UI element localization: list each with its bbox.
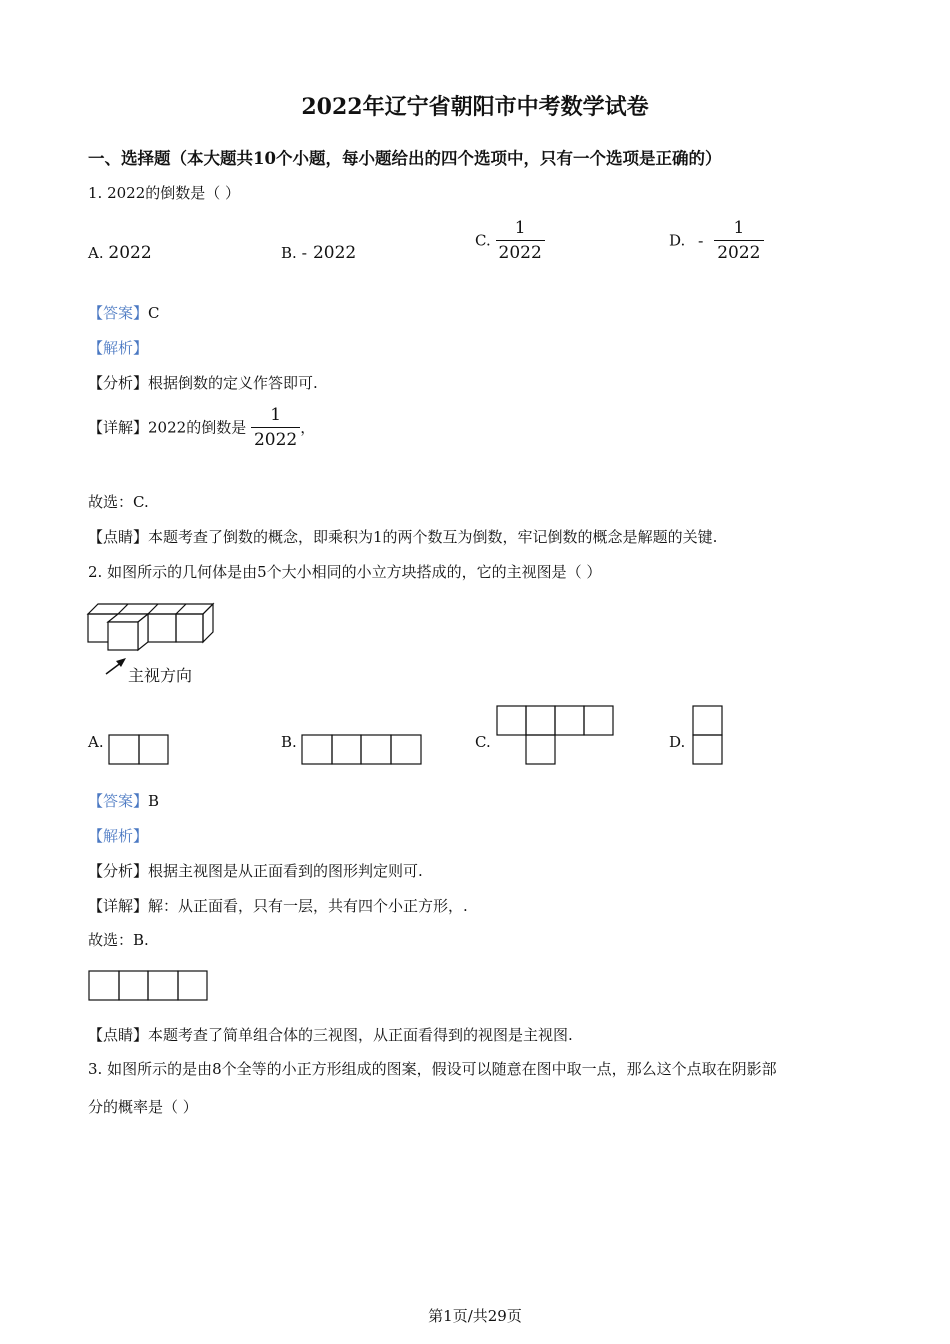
numerator: 1	[270, 405, 282, 425]
option-c-figure	[496, 705, 616, 767]
q1-analysis-tag: 【解析】	[88, 339, 149, 357]
answer-value: C	[148, 304, 160, 322]
q2-dianjing	[88, 1025, 573, 1045]
q1-stem: 1. 2022的倒数是（ ）	[88, 184, 241, 202]
q3-stem-line1: 3. 如图所示的是由8个全等的小正方形组成的图案，假设可以随意在图中取一点，那么这个点取在阴影部	[88, 1060, 777, 1078]
dianjing-tag: 【点睛】	[88, 528, 149, 546]
fraction	[496, 218, 545, 263]
option-a-figure	[108, 734, 170, 766]
option-value: 2022	[108, 243, 152, 263]
denominator: 2022	[251, 427, 300, 450]
answer-tag: 【答案】	[88, 792, 149, 810]
fenxi-text: 根据主视图是从正面看到的图形判定则可.	[148, 862, 423, 880]
xiangjie-punct: ，	[300, 418, 316, 437]
dianjing-tag: 【点睛】	[88, 1026, 149, 1044]
q2-answer	[88, 791, 159, 811]
page-footer: 第1页/共29页	[428, 1307, 522, 1325]
figure-caption: 主视方向	[128, 666, 193, 685]
section-heading: 一、选择题（本大题共10个小题，每小题给出的四个选项中，只有一个选项是正确的）	[88, 149, 722, 168]
minus-sign: -	[698, 230, 704, 250]
denominator: 2022	[714, 240, 763, 263]
q2-option-a-label: A.	[88, 733, 104, 751]
fenxi-text: 根据倒数的定义作答即可.	[148, 374, 318, 392]
minus-sign: -	[301, 243, 307, 262]
option-b-figure	[301, 734, 423, 766]
xiangjie-text: 2022的倒数是	[148, 418, 247, 437]
solution-figure	[88, 970, 210, 1002]
option-label: C.	[475, 231, 491, 250]
dianjing-text: 本题考查了倒数的概念，即乘积为1的两个数互为倒数，牢记倒数的概念是解题的关键.	[148, 528, 718, 546]
q2-choice: 故选：B.	[88, 931, 149, 949]
q2-option-c-label: C.	[475, 733, 491, 751]
q2-fenxi	[88, 861, 423, 881]
q1-choice: 故选：C.	[88, 493, 149, 511]
option-label: B.	[281, 244, 297, 262]
q1-option-b	[281, 243, 356, 263]
q1-option-c	[475, 218, 545, 263]
denominator: 2022	[496, 240, 545, 263]
xiangjie-text: 解：从正面看，只有一层，共有四个小正方形，.	[148, 897, 468, 915]
numerator: 1	[733, 218, 745, 238]
fenxi-tag: 【分析】	[88, 862, 149, 880]
q1-fenxi	[88, 373, 318, 393]
option-d-figure	[692, 705, 724, 767]
option-value: 2022	[312, 243, 357, 263]
xiangjie-tag: 【详解】	[88, 897, 149, 915]
q2-xiangjie	[88, 896, 468, 916]
q2-analysis-tag: 【解析】	[88, 827, 149, 845]
fenxi-tag: 【分析】	[88, 374, 149, 392]
option-label: A.	[88, 244, 104, 262]
q2-stem: 2. 如图所示的几何体是由5个大小相同的小立方块搭成的，它的主视图是（ ）	[88, 563, 602, 581]
fraction	[714, 218, 763, 263]
xiangjie-tag: 【详解】	[88, 418, 149, 437]
option-label: D.	[669, 231, 686, 250]
q1-dianjing	[88, 527, 717, 547]
answer-tag: 【答案】	[88, 304, 149, 322]
q1-answer	[88, 303, 160, 323]
q3-stem-line2: 分的概率是（ ）	[88, 1098, 198, 1116]
q2-option-b-label: B.	[281, 733, 297, 751]
fraction	[251, 405, 300, 450]
q2-option-d-label: D.	[669, 733, 686, 751]
q1-xiangjie	[88, 405, 315, 450]
page-title: 2022年辽宁省朝阳市中考数学试卷	[301, 94, 649, 120]
q1-option-d	[669, 218, 764, 263]
q1-option-a	[88, 243, 152, 263]
answer-value: B	[148, 792, 160, 810]
numerator: 1	[514, 218, 526, 238]
dianjing-text: 本题考查了简单组合体的三视图，从正面看得到的视图是主视图.	[148, 1026, 573, 1044]
